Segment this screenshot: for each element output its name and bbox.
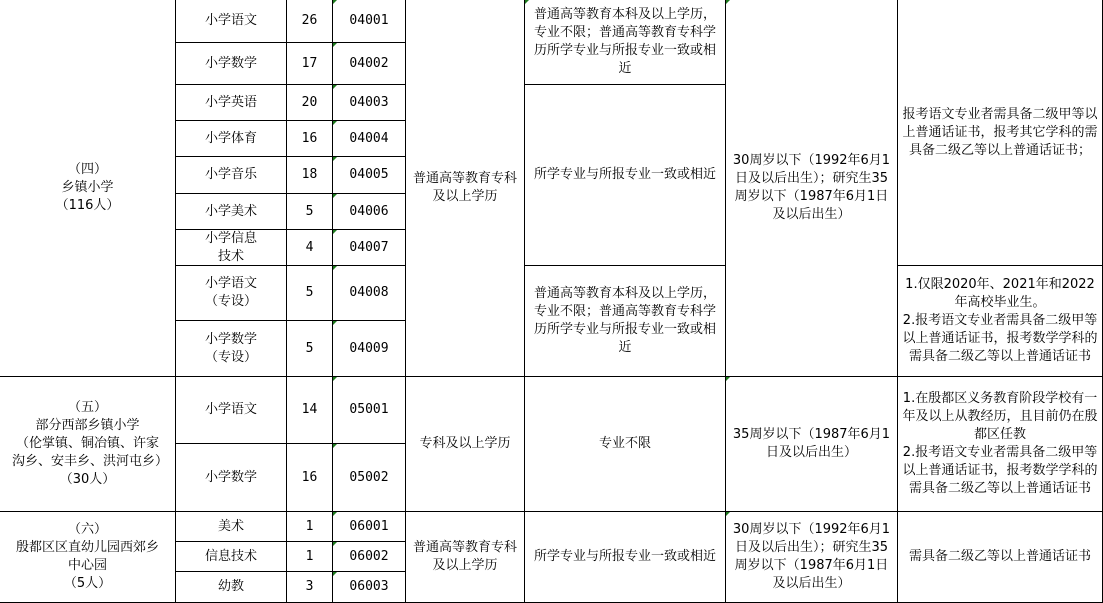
unit-quota: （30人） bbox=[59, 472, 116, 487]
unit-cell bbox=[0, 377, 176, 512]
code-cell: 04004 bbox=[333, 121, 406, 157]
education-cell: 普通高等教育专科及以上学历 bbox=[406, 512, 525, 603]
other-requirements-cell: 报考语文专业者需具备二级甲等以上普通话证书，报考其它学科的需具备二级乙等以上普通话证书； bbox=[898, 0, 1103, 266]
unit-number: （五） bbox=[67, 400, 107, 415]
unit-cell bbox=[0, 0, 176, 377]
unit-name: 乡镇小学 bbox=[61, 180, 114, 195]
count-cell: 5 bbox=[287, 266, 333, 321]
requirement-line: 2.报考语文专业者需具备二级甲等以上普通话证书，报考数学学科的需具备二级乙等以上普通话证书 bbox=[902, 313, 1098, 364]
major-cell: 普通高等教育本科及以上学历，专业不限；普通高等教育专科学历所学专业与所报专业一致或相近 bbox=[525, 0, 726, 85]
age-cell: 30周岁以下（1992年6月1日及以后出生）；研究生35周岁以下（1987年6月1日及以后出生） bbox=[726, 512, 898, 603]
code-cell: 04005 bbox=[333, 157, 406, 194]
subject-cell: 小学信息技术 bbox=[176, 230, 287, 266]
subject-cell: 小学语文（专设） bbox=[176, 266, 287, 321]
subject-cell: 小学数学（专设） bbox=[176, 321, 287, 377]
count-cell: 18 bbox=[287, 157, 333, 194]
other-requirements-cell: 需具备二级乙等以上普通话证书 bbox=[898, 512, 1103, 603]
count-cell: 14 bbox=[287, 377, 333, 444]
unit-quota: （5人） bbox=[63, 576, 112, 591]
code-cell: 06002 bbox=[333, 542, 406, 572]
count-cell: 1 bbox=[287, 512, 333, 542]
subject-cell: 信息技术 bbox=[176, 542, 287, 572]
education-cell: 专科及以上学历 bbox=[406, 377, 525, 512]
code-cell: 04001 bbox=[333, 0, 406, 43]
code-cell: 06003 bbox=[333, 572, 406, 603]
education-cell: 普通高等教育专科及以上学历 bbox=[406, 0, 525, 377]
major-cell: 专业不限 bbox=[525, 377, 726, 512]
age-cell: 35周岁以下（1987年6月1日及以后出生） bbox=[726, 377, 898, 512]
unit-quota: （116人） bbox=[55, 198, 120, 213]
code-cell: 05002 bbox=[333, 444, 406, 512]
subject-cell: 小学音乐 bbox=[176, 157, 287, 194]
count-cell: 3 bbox=[287, 572, 333, 603]
count-cell: 16 bbox=[287, 444, 333, 512]
code-cell: 06001 bbox=[333, 512, 406, 542]
major-cell: 所学专业与所报专业一致或相近 bbox=[525, 512, 726, 603]
count-cell: 20 bbox=[287, 85, 333, 121]
count-cell: 16 bbox=[287, 121, 333, 157]
requirement-line: 2.报考语文专业者需具备二级甲等以上普通话证书，报考数学学科的需具备二级乙等以上普通话证书 bbox=[902, 445, 1098, 496]
subject-cell: 小学数学 bbox=[176, 444, 287, 512]
unit-cell bbox=[0, 512, 176, 603]
code-cell: 04008 bbox=[333, 266, 406, 321]
count-cell: 4 bbox=[287, 230, 333, 266]
unit-name: 部分西部乡镇小学 bbox=[35, 418, 140, 433]
subject-cell: 小学美术 bbox=[176, 194, 287, 230]
code-cell: 04002 bbox=[333, 43, 406, 85]
subject-cell: 小学语文 bbox=[176, 0, 287, 43]
code-cell: 05001 bbox=[333, 377, 406, 444]
code-cell: 04003 bbox=[333, 85, 406, 121]
code-cell: 04006 bbox=[333, 194, 406, 230]
subject-cell: 小学数学 bbox=[176, 43, 287, 85]
unit-name: 殷都区区直幼儿园西郊乡中心园 bbox=[15, 540, 159, 573]
code-cell: 04007 bbox=[333, 230, 406, 266]
subject-cell: 幼教 bbox=[176, 572, 287, 603]
other-requirements-cell bbox=[898, 266, 1103, 377]
unit-towns: （伦掌镇、铜冶镇、许家沟乡、安丰乡、洪河屯乡） bbox=[12, 436, 169, 469]
requirement-line: 1.在殷都区义务教育阶段学校有一年及以上从教经历，且目前仍在殷都区任教 bbox=[902, 391, 1098, 442]
count-cell: 1 bbox=[287, 542, 333, 572]
unit-number: （六） bbox=[67, 522, 107, 537]
major-cell: 普通高等教育本科及以上学历，专业不限；普通高等教育专科学历所学专业与所报专业一致或相近 bbox=[525, 266, 726, 377]
count-cell: 26 bbox=[287, 0, 333, 43]
other-requirements-cell bbox=[898, 377, 1103, 512]
major-cell: 所学专业与所报专业一致或相近 bbox=[525, 85, 726, 266]
age-cell: 30周岁以下（1992年6月1日及以后出生）；研究生35周岁以下（1987年6月1日及以后出生） bbox=[726, 0, 898, 377]
code-cell: 04009 bbox=[333, 321, 406, 377]
subject-cell: 小学体育 bbox=[176, 121, 287, 157]
count-cell: 17 bbox=[287, 43, 333, 85]
subject-cell: 小学语文 bbox=[176, 377, 287, 444]
unit-number: （四） bbox=[67, 162, 107, 177]
subject-cell: 美术 bbox=[176, 512, 287, 542]
requirement-line: 1.仅限2020年、2021年和2022年高校毕业生。 bbox=[905, 277, 1095, 310]
count-cell: 5 bbox=[287, 194, 333, 230]
count-cell: 5 bbox=[287, 321, 333, 377]
subject-cell: 小学英语 bbox=[176, 85, 287, 121]
